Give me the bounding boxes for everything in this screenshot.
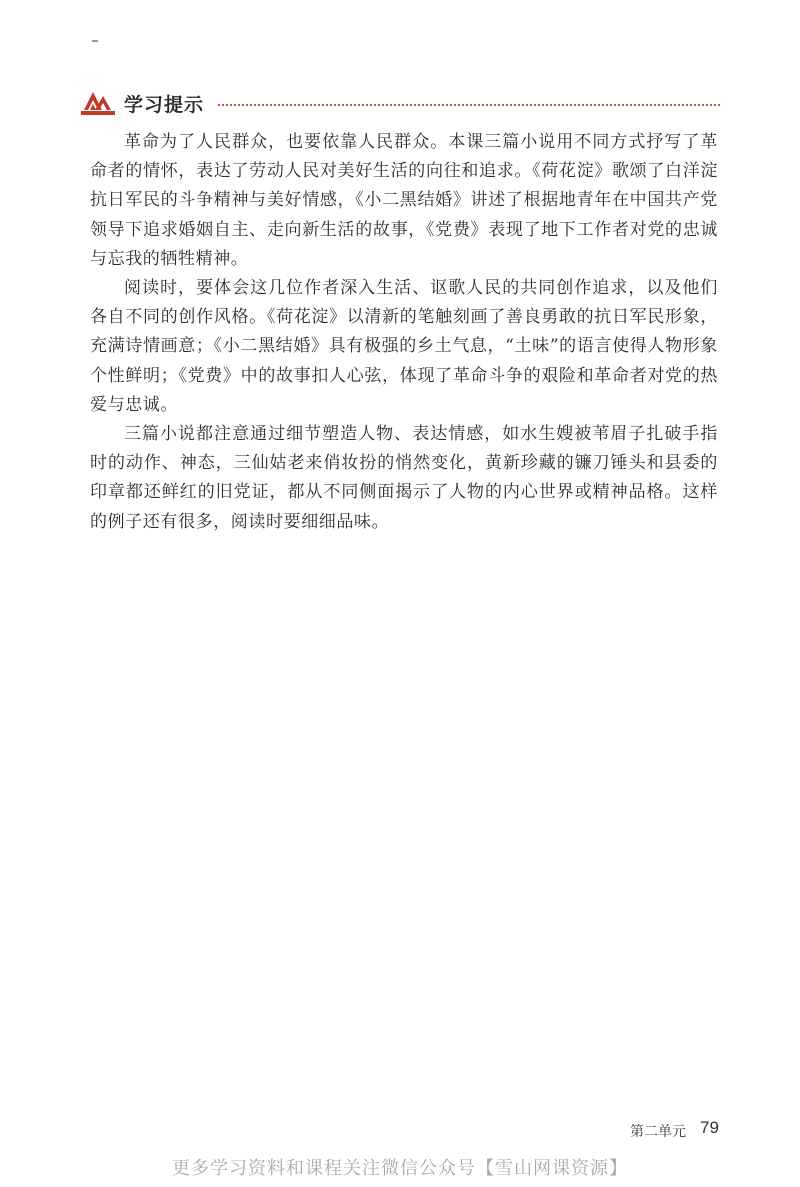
stacked-triangles-icon	[80, 89, 116, 117]
paragraph-3: 三篇小说都注意通过细节塑造人物、表达情感，如水生嫂被苇眉子扎破手指时的动作、神态，三仙姑老来俏妆扮的悄然变化，黄新珍藏的镰刀锤头和县委的印章都还鲜红的旧党证，都从不同侧面揭示了人物的内心世界或精神品格。这样的例子还有很多，阅读时要细细品味。	[90, 424, 718, 532]
paragraph-2: 阅读时，要体会这几位作者深入生活、讴歌人民的共同创作追求，以及他们各自不同的创作风格。《荷花淀》以清新的笔触刻画了善良勇敢的抗日军民形象，充满诗情画意；《小二黑结婚》具有极强的乡土气息，“土味”的语言使得人物形象个性鲜明；《党费》中的故事扣人心弦，体现了革命斗争的艰险和革命者对党的热爱与忠诚。	[90, 278, 718, 415]
unit-label: 第二单元	[630, 1124, 686, 1140]
scan-mark	[92, 40, 98, 42]
section-title: 学习提示	[124, 93, 205, 116]
section-header	[80, 88, 720, 118]
body-text	[90, 128, 718, 537]
page-number: 79	[700, 1118, 719, 1137]
paragraph-1: 革命为了人民群众，也要依靠人民群众。本课三篇小说用不同方式抒写了革命者的情怀，表达了劳动人民对美好生活的向往和追求。《荷花淀》歌颂了白洋淀抗日军民的斗争精神与美好情感，《小二黑结婚》讲述了根据地青年在中国共产党领导下追求婚姻自主、走向新生活的故事，《党费》表现了地下工作者对党的忠诚与忘我的牺牲精神。	[90, 132, 718, 269]
watermark-text: 更多学习资料和课程关注微信公众号【雪山网课资源】	[172, 1158, 628, 1179]
dotted-rule	[218, 104, 720, 106]
